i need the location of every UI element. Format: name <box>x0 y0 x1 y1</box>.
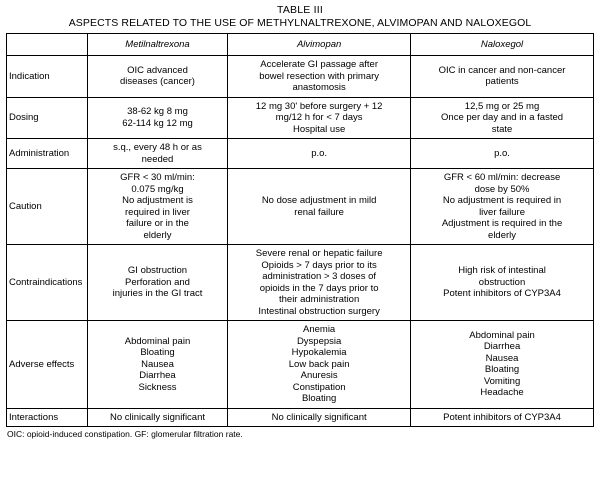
row-label-interactions: Interactions <box>7 408 88 427</box>
cell-caution-metilnaltrexona: GFR < 30 ml/min: 0.075 mg/kg No adjustment is required in liver failure or in the elderly <box>87 169 227 245</box>
cell-caution-alvimopan: No dose adjustment in mild renal failure <box>228 169 411 245</box>
table-header <box>7 34 594 56</box>
row-label-adverse-effects: Adverse effects <box>7 321 88 409</box>
table-row <box>7 169 594 245</box>
cell-adverse-effects-metilnaltrexona: Abdominal pain Bloating Nausea Diarrhea Sickness <box>87 321 227 409</box>
table-row <box>7 245 594 321</box>
table-title: ASPECTS RELATED TO THE USE OF METHYLNALTREXONE, ALVIMOPAN AND NALOXEGOL <box>68 17 532 29</box>
cell-administration-metilnaltrexona: s.q., every 48 h or as needed <box>87 139 227 169</box>
cell-interactions-metilnaltrexona: No clinically significant <box>87 408 227 427</box>
table-body <box>7 56 594 427</box>
column-header-naloxegol: Naloxegol <box>411 34 594 56</box>
cell-adverse-effects-alvimopan: Anemia Dyspepsia Hypokalemia Low back pain Anuresis Constipation Bloating <box>228 321 411 409</box>
cell-dosing-alvimopan: 12 mg 30' before surgery + 12 mg/12 h for < 7 days Hospital use <box>228 97 411 139</box>
table-label: TABLE III <box>277 4 323 16</box>
cell-caution-naloxegol: GFR < 60 ml/min: decrease dose by 50% No adjustment is required in liver failure Adjustment is required in the elderly <box>411 169 594 245</box>
cell-indication-metilnaltrexona: OIC advanced diseases (cancer) <box>87 56 227 98</box>
cell-contraindications-metilnaltrexona: GI obstruction Perforation and injuries in the GI tract <box>87 245 227 321</box>
table-header-row <box>7 34 594 56</box>
cell-administration-alvimopan: p.o. <box>228 139 411 169</box>
column-header-alvimopan: Alvimopan <box>228 34 411 56</box>
table-row <box>7 56 594 98</box>
table-footnote: OIC: opioid-induced constipation. GF: glomerular filtration rate. <box>7 429 243 439</box>
table-row <box>7 139 594 169</box>
aspects-table <box>6 33 594 427</box>
cell-dosing-metilnaltrexona: 38-62 kg 8 mg 62-114 kg 12 mg <box>87 97 227 139</box>
row-label-indication: Indication <box>7 56 88 98</box>
cell-administration-naloxegol: p.o. <box>411 139 594 169</box>
cell-contraindications-naloxegol: High risk of intestinal obstruction Potent inhibitors of CYP3A4 <box>411 245 594 321</box>
table-row <box>7 408 594 427</box>
cell-dosing-naloxegol: 12,5 mg or 25 mg Once per day and in a fasted state <box>411 97 594 139</box>
cell-interactions-alvimopan: No clinically significant <box>228 408 411 427</box>
cell-interactions-naloxegol: Potent inhibitors of CYP3A4 <box>411 408 594 427</box>
table-row <box>7 321 594 409</box>
column-header-metilnaltrexona: Metilnaltrexona <box>87 34 227 56</box>
cell-indication-alvimopan: Accelerate GI passage after bowel resection with primary anastomosis <box>228 56 411 98</box>
cell-indication-naloxegol: OIC in cancer and non-cancer patients <box>411 56 594 98</box>
cell-contraindications-alvimopan: Severe renal or hepatic failure Opioids > 7 days prior to its administration > 3 doses of opioids in the 7 days prior to their administration Intestinal obstruction surgery <box>228 245 411 321</box>
row-label-contraindications: Contraindications <box>7 245 88 321</box>
column-header-blank <box>7 34 88 56</box>
row-label-administration: Administration <box>7 139 88 169</box>
cell-adverse-effects-naloxegol: Abdominal pain Diarrhea Nausea Bloating Vomiting Headache <box>411 321 594 409</box>
row-label-dosing: Dosing <box>7 97 88 139</box>
table-row <box>7 97 594 139</box>
row-label-caution: Caution <box>7 169 88 245</box>
